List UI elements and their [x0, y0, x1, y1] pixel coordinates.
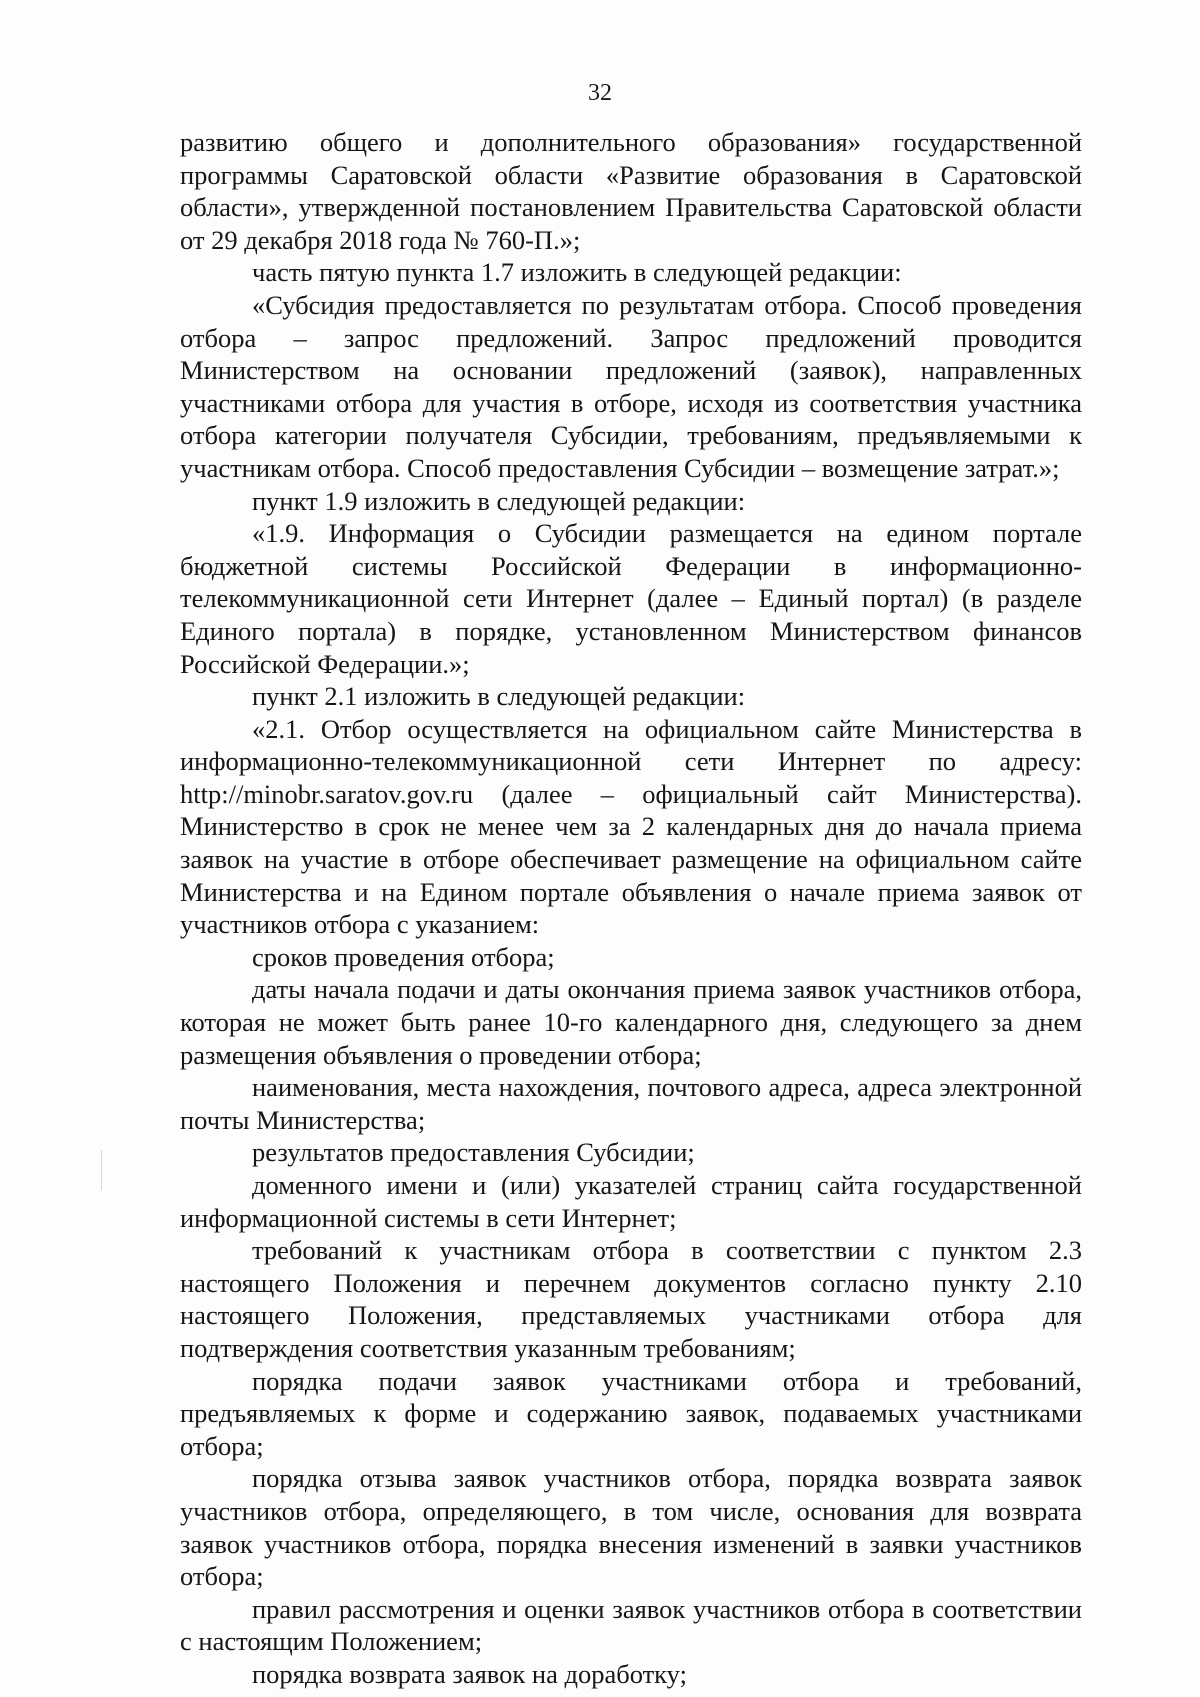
paragraph: пункт 2.1 изложить в следующей редакции:	[252, 681, 746, 712]
paragraph: «1.9. Информация о Субсидии размещается на едином портале бюджетной системы Российской Федерации в информационно-телекоммуникационной сети Интернет (далее – Единый портал) (в разделе Единого портала) в порядке, установленном Министерством финансов Российской Федерации.»;	[180, 518, 1082, 679]
list-item: наименования, места нахождения, почтового адреса, адреса электронной почты Министерства;	[180, 1072, 1082, 1135]
list-item: требований к участникам отбора в соответствии с пунктом 2.3 настоящего Положения и перечнем документов согласно пункту 2.10 настоящего Положения, представляемых участниками отбора для подтверждения соответствия указанным требованиям;	[180, 1235, 1082, 1363]
list-item: результатов предоставления Субсидии;	[252, 1137, 695, 1168]
paragraph-continuation: развитию общего и дополнительного образования» государственной программы Саратовской области «Развитие образования в Саратовской области», утвержденной постановлением Правительства Саратовской области от 29 декабря 2018 года № 760-П.»;	[180, 127, 1082, 255]
list-item: порядка подачи заявок участниками отбора и требований, предъявляемых к форме и содержанию заявок, подаваемых участниками отбора;	[180, 1365, 1082, 1461]
paragraph: часть пятую пункта 1.7 изложить в следующей редакции:	[252, 257, 902, 288]
list-item: порядка отзыва заявок участников отбора, порядка возврата заявок участников отбора, определяющего, в том числе, основания для возврата заявок участников отбора, порядка внесения изменений в заявки участников отбора;	[180, 1463, 1082, 1592]
list-item: правил рассмотрения и оценки заявок участников отбора в соответствии с настоящим Положением;	[180, 1593, 1082, 1657]
list-item: порядка возврата заявок на доработку;	[252, 1658, 687, 1689]
paragraph: пункт 1.9 изложить в следующей редакции:	[252, 485, 746, 516]
page-number: 32	[588, 80, 612, 106]
margin-mark	[101, 1150, 102, 1190]
paragraph: «Субсидия предоставляется по результатам отбора. Способ проведения отбора – запрос предложений. Запрос предложений проводится Министерством на основании предложений (заявок), направленных участниками отбора для участия в отборе, исходя из соответствия участника отбора категории получателя Субсидии, требованиям, предъявляемыми к участникам отбора. Способ предоставления Субсидии – возмещение затрат.»;	[180, 289, 1082, 483]
paragraph: «2.1. Отбор осуществляется на официальном сайте Министерства в информационно-телекоммуникационной сети Интернет по адресу: http://minobr.saratov.gov.ru (далее – официальный сайт Министерства). Министерство в срок не менее чем за 2 календарных дня до начала приема заявок на участие в отборе обеспечивает размещение на официальном сайте Министерства и на Едином портале объявления о начале приема заявок от участников отбора с указанием:	[180, 713, 1082, 940]
list-item: сроков проведения отбора;	[252, 941, 555, 972]
list-item: даты начала подачи и даты окончания приема заявок участников отбора, которая не может быть ранее 10-го календарного дня, следующего за днем размещения объявления о проведении отбора;	[180, 974, 1082, 1070]
document-body	[180, 126, 1082, 1691]
list-item: доменного имени и (или) указателей страниц сайта государственной информационной системы в сети Интернет;	[180, 1170, 1082, 1233]
